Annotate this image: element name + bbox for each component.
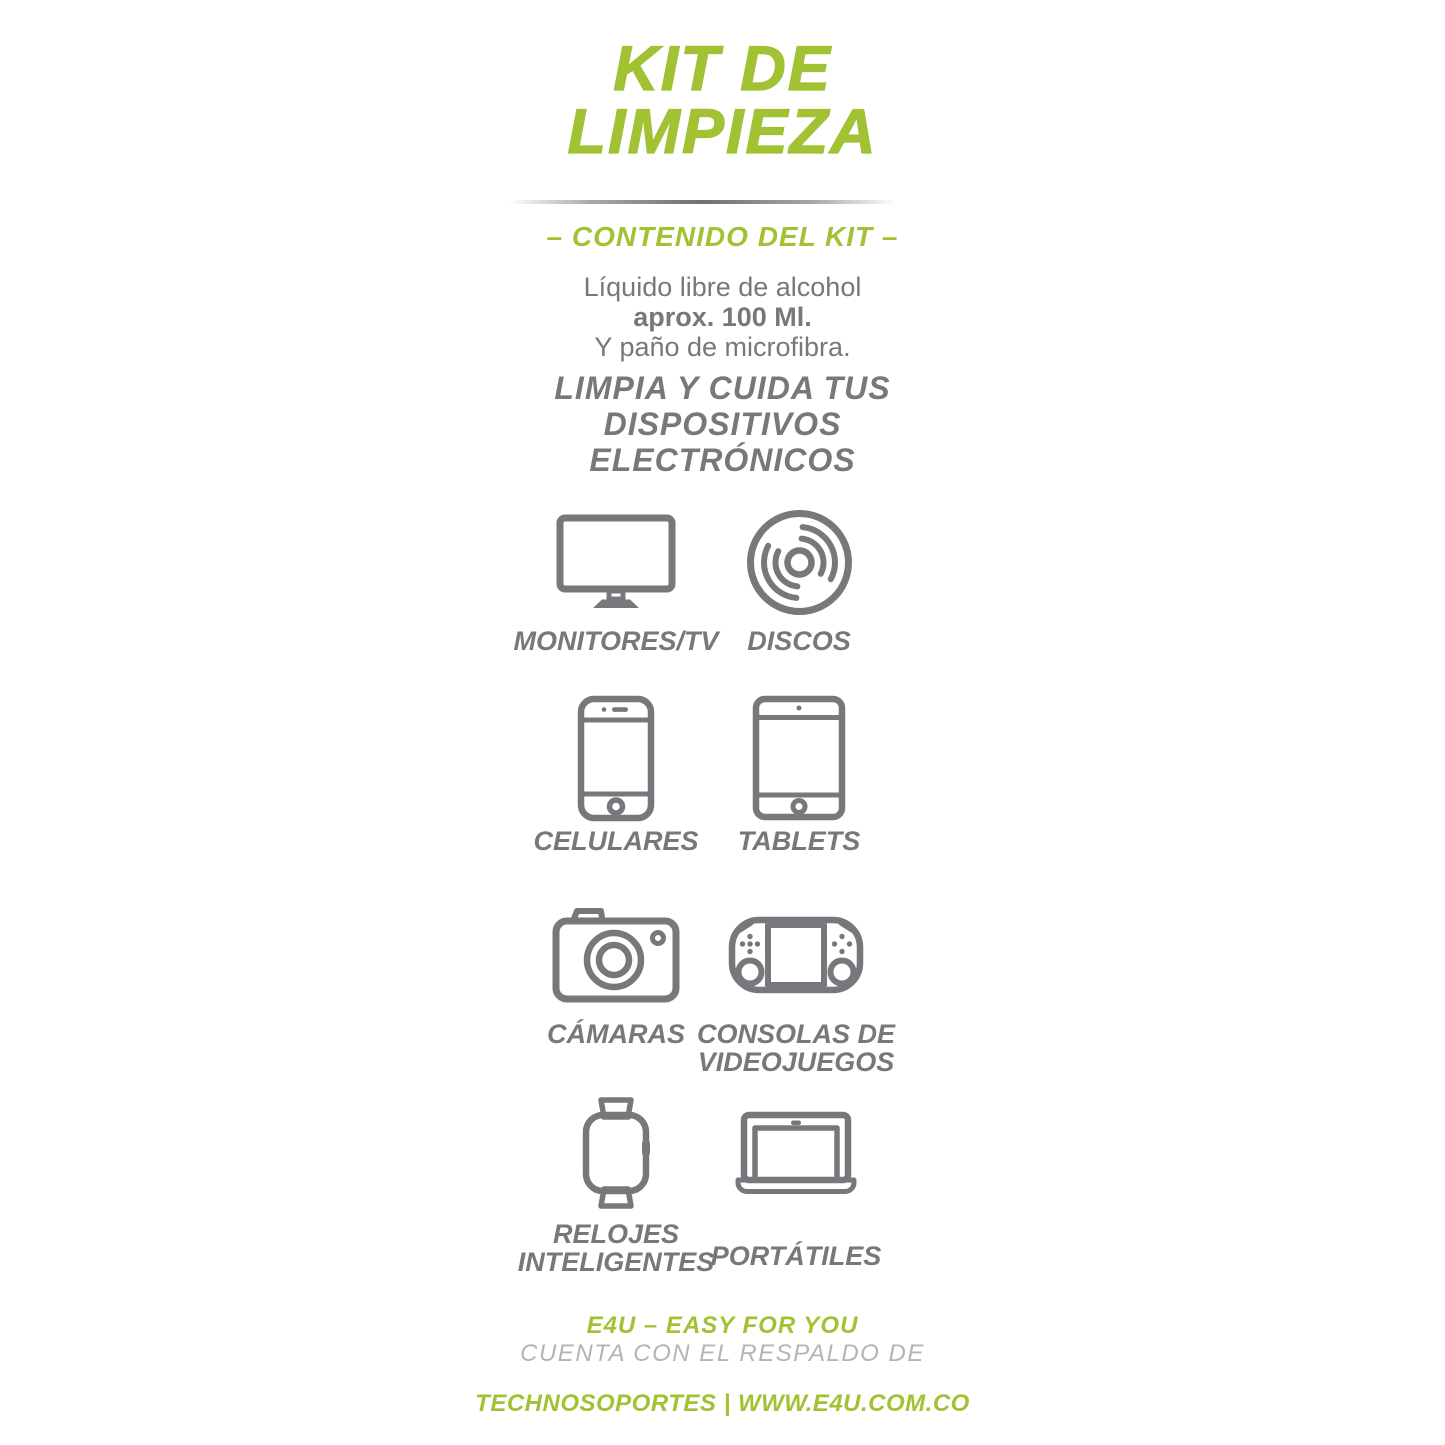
device-cell-consolas	[690, 900, 902, 1076]
disc-icon	[746, 506, 853, 618]
device-cell-monitores	[496, 506, 736, 655]
footer-support-text: CUENTA CON EL RESPALDO DE	[520, 1340, 925, 1367]
smartwatch-icon	[578, 1094, 654, 1212]
tablet-icon	[752, 694, 846, 822]
device-cell-portatiles	[690, 1094, 902, 1270]
device-cell-tablets	[714, 694, 884, 855]
title-line-2: LIMPIEZA	[567, 97, 878, 167]
device-label: RELOJES INTELIGENTES	[517, 1219, 715, 1277]
description-line-3: Y paño de microfibra.	[594, 332, 851, 362]
footer-brand: E4U – EASY FOR YOU	[586, 1312, 859, 1339]
section-title: – CONTENIDO DEL KIT –	[546, 221, 899, 252]
description-line-1: Líquido libre de alcohol	[583, 272, 862, 302]
footer-partners: TECHNOSOPORTES | WWW.E4U.COM.CO	[475, 1390, 970, 1417]
description-line-2: aprox. 100 Ml.	[633, 302, 812, 332]
kit-description	[0, 272, 1445, 362]
divider-line	[508, 200, 897, 204]
device-label: CONSOLAS DE VIDEOJUEGOS	[696, 1019, 896, 1077]
camera-icon	[552, 900, 680, 1010]
device-label: CELULARES	[533, 826, 699, 856]
kit-tagline	[0, 370, 1445, 478]
device-cell-discos	[714, 506, 884, 655]
device-label: TABLETS	[737, 826, 861, 856]
title-line-1: KIT DE	[613, 34, 832, 104]
smartphone-icon	[577, 694, 655, 822]
monitor-tv-icon	[556, 506, 676, 618]
device-label: MONITORES/TV	[513, 626, 719, 656]
device-label: DISCOS	[747, 626, 851, 656]
device-label: PORTÁTILES	[710, 1241, 882, 1271]
tagline-line-2: DISPOSITIVOS	[603, 406, 842, 442]
laptop-icon	[734, 1094, 858, 1212]
page-title	[0, 34, 1445, 167]
game-console-icon	[728, 900, 864, 1010]
tagline-line-1: LIMPIA Y CUIDA TUS	[554, 370, 891, 406]
device-label: CÁMARAS	[547, 1019, 685, 1049]
device-cell-celulares	[496, 694, 736, 855]
tagline-line-3: ELECTRÓNICOS	[589, 442, 856, 478]
